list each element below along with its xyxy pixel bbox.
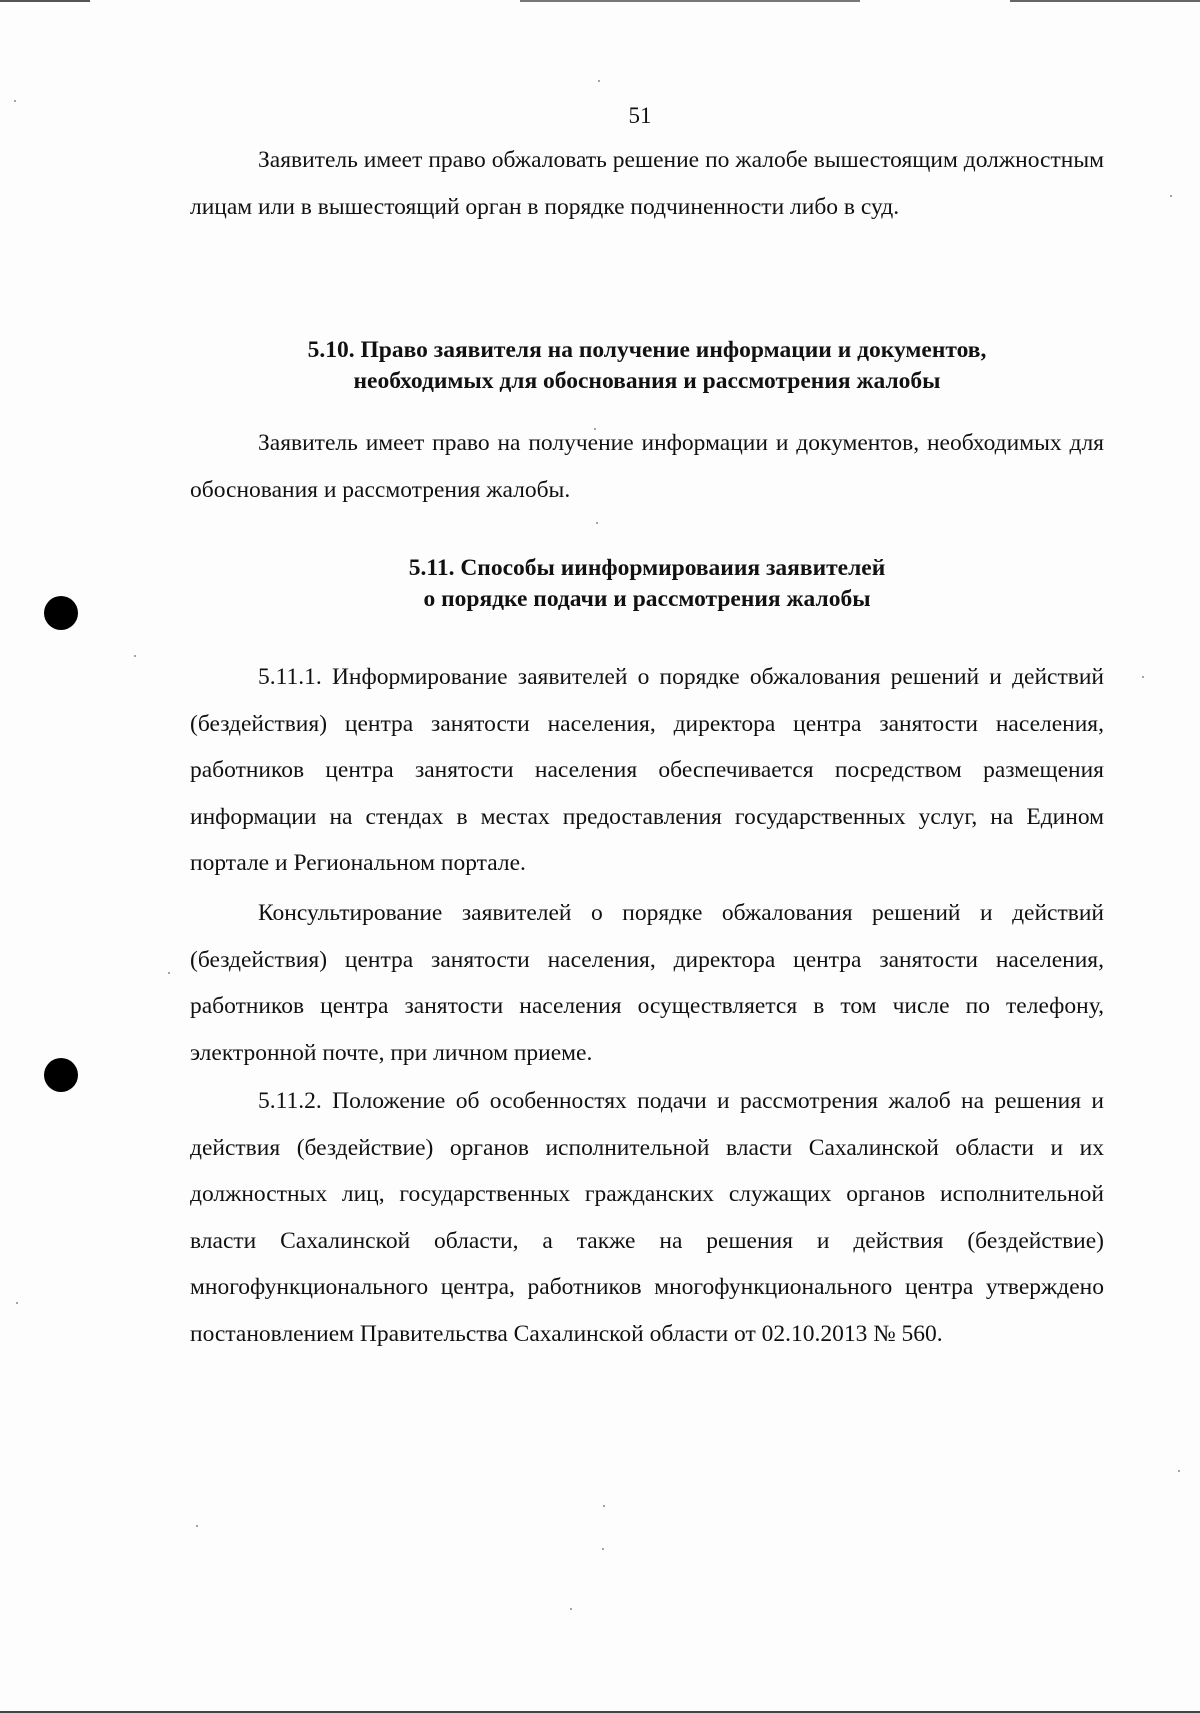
scan-speck xyxy=(603,1505,605,1507)
section-heading-5-10-line1: 5.10. Право заявителя на получение информации и документов, xyxy=(307,337,987,363)
binder-hole-mark xyxy=(44,1058,78,1092)
paragraph-appeal-right: Заявитель имеет право обжаловать решение по жалобе вышестоящим должностным лицам или в вышестоящий орган в порядке подчиненности либо в суд. xyxy=(190,147,1104,220)
scan-speck xyxy=(196,1525,198,1527)
scan-speck xyxy=(1142,676,1144,678)
scan-speck xyxy=(602,1548,604,1550)
paragraph-5-11-1: 5.11.1. Информирование заявителей о порядке обжалования решений и действий (бездействия) центра занятости населения, директора центра занятости населения, работников центра занятости населения обеспечивается посредством размещения информации на стендах в местах предоставления государственных услуг, на Едином портале и Региональном портале. xyxy=(190,664,1104,876)
paragraph-consulting: Консультирование заявителей о порядке обжалования решений и действий (бездействия) центра занятости населения, директора центра занятости населения, работников центра занятости населения осуществляется в том числе по телефону, электронной почте, при личном приеме. xyxy=(190,900,1104,1066)
scan-speck xyxy=(14,100,16,102)
scan-speck xyxy=(594,428,596,430)
paragraph-info-right: Заявитель имеет право на получение информации и документов, необходимых для обоснования и рассмотрения жалобы. xyxy=(190,430,1104,503)
scan-speck xyxy=(570,1608,572,1610)
section-heading-5-11-line1: 5.11. Способы иинформироваиия заявителей xyxy=(408,555,886,581)
scan-speck xyxy=(134,655,136,657)
paragraph-5-11-2: 5.11.2. Положение об особенностях подачи и рассмотрения жалоб на решения и действия (бездействие) органов исполнительной власти Сахалинской области и их должностных лиц, государственных гражданских служащих органов исполнительной власти Сахалинской области, а также на решения и действия (бездействие) многофункционального центра, работников многофункционального центра утверждено постановлением Правительства Сахалинской области от 02.10.2013 № 560. xyxy=(190,1088,1104,1347)
scan-speck xyxy=(1178,1470,1180,1472)
scan-speck xyxy=(16,1302,18,1304)
binder-hole-mark xyxy=(44,596,78,630)
scan-top-edge xyxy=(0,0,1200,2)
page-number: 51 xyxy=(628,103,652,128)
scan-speck xyxy=(598,80,600,82)
section-heading-5-11 xyxy=(190,553,1104,615)
section-heading-5-10-line2: необходимых для обоснования и рассмотрения жалобы xyxy=(353,368,941,394)
section-heading-5-10 xyxy=(190,335,1104,397)
section-heading-5-11-line2: о порядке подачи и рассмотрения жалобы xyxy=(423,586,871,612)
scan-speck xyxy=(168,972,170,974)
scan-speck xyxy=(1170,195,1172,197)
scan-speck xyxy=(596,522,598,524)
